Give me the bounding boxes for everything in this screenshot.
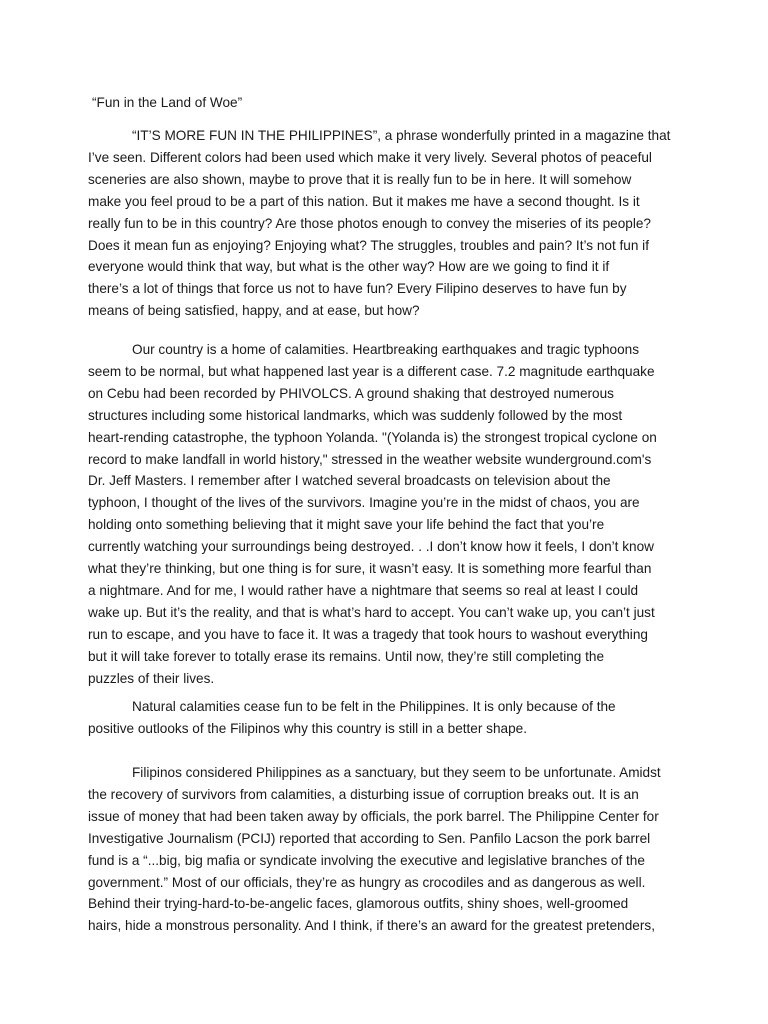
paragraph-line: Behind their trying-hard-to-be-angelic faces, glamorous outfits, shiny shoes, well-groomed	[88, 896, 629, 912]
paragraph-line: hairs, hide a monstrous personality. And I think, if there’s an award for the greatest pretenders,	[88, 918, 655, 934]
paragraph-line: wake up. But it’s the reality, and that is what’s hard to accept. You can’t wake up, you can’t just	[88, 604, 655, 620]
paragraph-line: seem to be normal, but what happened last year is a different case. 7.2 magnitude earthquake	[88, 363, 655, 379]
paragraph-line: “IT’S MORE FUN IN THE PHILIPPINES”, a phrase wonderfully printed in a magazine that	[132, 128, 671, 143]
paragraph-line: make you feel proud to be a part of this nation. But it makes me have a second thought. Is it	[88, 193, 640, 209]
paragraph-line: Dr. Jeff Masters. I remember after I watched several broadcasts on television about the	[88, 473, 611, 489]
paragraph-line: Natural calamities cease fun to be felt in the Philippines. It is only because of the	[132, 699, 616, 714]
paragraph-line: holding onto something believing that it might save your life behind the fact that you’re	[88, 517, 605, 533]
paragraph-line: Does it mean fun as enjoying? Enjoying what? The struggles, troubles and pain? It’s not fun if	[88, 237, 649, 253]
paragraph-line: puzzles of their lives.	[88, 670, 215, 686]
paragraph-line: but it will take forever to totally erase its remains. Until now, they’re still completing the	[88, 648, 605, 664]
paragraph-line: positive outlooks of the Filipinos why this country is still in a better shape.	[88, 720, 527, 736]
document-title: “Fun in the Land of Woe”	[92, 95, 243, 110]
paragraph-line: heart-rending catastrophe, the typhoon Yolanda. "(Yolanda is) the strongest tropical cyclone on	[88, 429, 657, 445]
paragraph-line: Investigative Journalism (PCIJ) reported that according to Sen. Panfilo Lacson the pork barrel	[88, 830, 651, 846]
paragraph-line: Filipinos considered Philippines as a sanctuary, but they seem to be unfortunate. Amidst	[132, 765, 661, 780]
paragraph-line: run to escape, and you have to face it. It was a tragedy that took hours to washout everything	[88, 626, 648, 642]
paragraph-line: typhoon, I thought of the lives of the survivors. Imagine you’re in the midst of chaos, you are	[88, 495, 640, 511]
paragraph-line: I’ve seen. Different colors had been used which make it very lively. Several photos of peaceful	[88, 149, 652, 165]
paragraph-line: there’s a lot of things that force us not to have fun? Every Filipino deserves to have fun by	[88, 281, 627, 297]
paragraph-line: really fun to be in this country? Are those photos enough to convey the miseries of its people?	[88, 215, 651, 231]
paragraph-line: on Cebu had been recorded by PHIVOLCS. A ground shaking that destroyed numerous	[88, 385, 614, 401]
paragraph	[88, 696, 688, 740]
paragraph-line: issue of money that had been taken away by officials, the pork barrel. The Philippine Center for	[88, 808, 659, 824]
paragraph-line: government.” Most of our officials, they’re as hungry as crocodiles and as dangerous as well.	[88, 874, 646, 890]
paragraph-line: record to make landfall in world history," stressed in the weather website wunderground.com's	[88, 451, 652, 467]
paragraph	[88, 125, 688, 322]
paragraph-line: a nightmare. And for me, I would rather have a nightmare that seems so real at least I could	[88, 582, 639, 598]
paragraph-line: the recovery of survivors from calamities, a disturbing issue of corruption breaks out. It is an	[88, 786, 639, 802]
paragraph-line: fund is a “...big, big mafia or syndicate involving the executive and legislative branches of the	[88, 852, 645, 868]
paragraph-line: structures including some historical landmarks, which was suddenly followed by the most	[88, 407, 623, 423]
paragraph-line: Our country is a home of calamities. Heartbreaking earthquakes and tragic typhoons	[132, 342, 640, 357]
paragraph-line: everyone would think that way, but what is the other way? How are we going to find it if	[88, 259, 610, 275]
paragraph-line: what they’re thinking, but one thing is for sure, it wasn’t easy. It is something more fearful than	[88, 561, 652, 577]
paragraph	[88, 762, 688, 937]
paragraph-line: sceneries are also shown, maybe to prove that it is really fun to be in here. It will somehow	[88, 171, 632, 187]
paragraph	[88, 339, 688, 690]
paragraph-line: means of being satisfied, happy, and at ease, but how?	[88, 303, 420, 319]
paragraph-line: currently watching your surroundings being destroyed. . .I don’t know how it feels, I don’t know	[88, 539, 654, 555]
